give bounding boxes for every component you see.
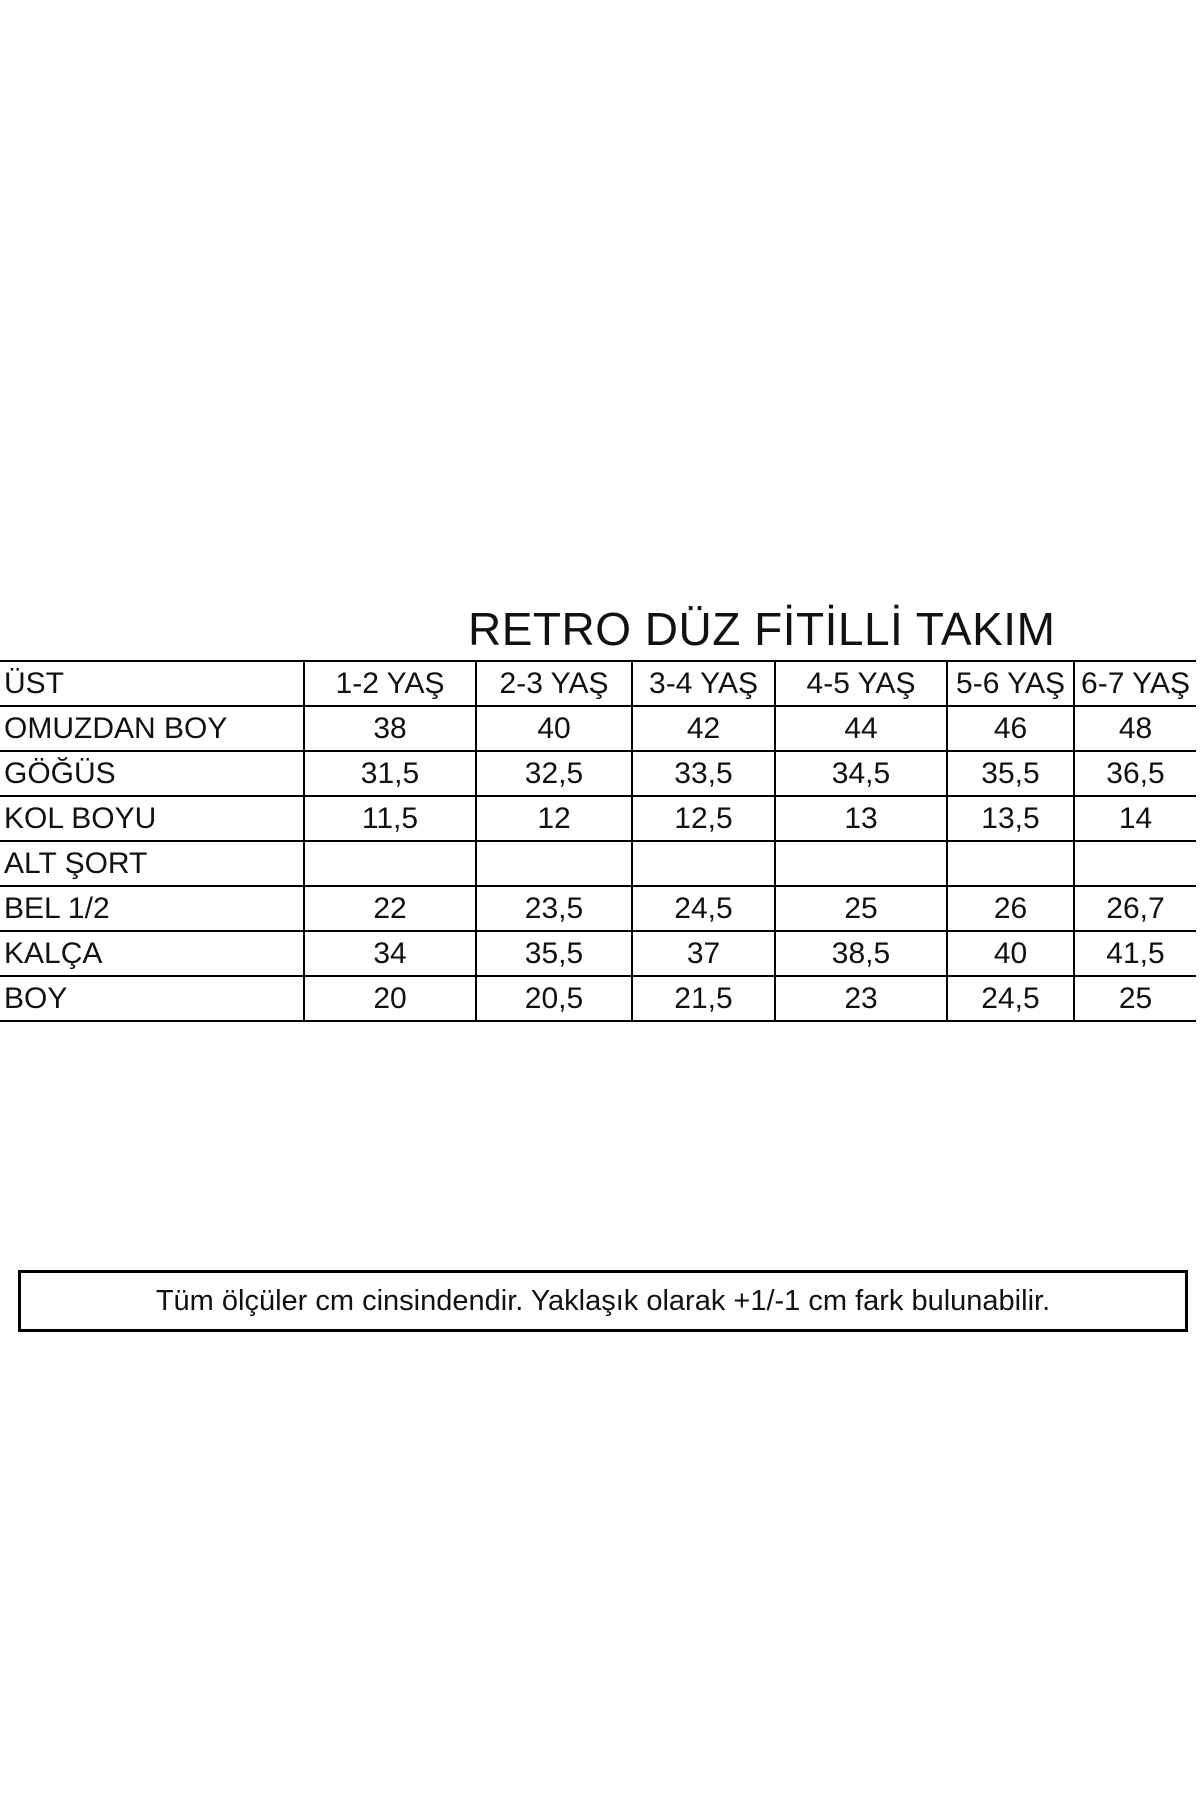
table-cell: 13,5	[947, 796, 1074, 841]
table-cell: 22	[304, 886, 476, 931]
table-cell: 33,5	[632, 751, 775, 796]
table-cell: 34	[304, 931, 476, 976]
table-section-row	[0, 841, 1196, 886]
row-label: OMUZDAN BOY	[0, 706, 304, 751]
table-row	[0, 751, 1196, 796]
table-cell: 37	[632, 931, 775, 976]
table-cell: 41,5	[1074, 931, 1196, 976]
size-header: 1-2 YAŞ	[304, 661, 476, 706]
table-cell: 44	[775, 706, 947, 751]
table-cell: 26	[947, 886, 1074, 931]
table-cell	[775, 841, 947, 886]
table-cell: 14	[1074, 796, 1196, 841]
table-row	[0, 706, 1196, 751]
table-cell: 24,5	[632, 886, 775, 931]
table-row	[0, 796, 1196, 841]
table-cell	[947, 841, 1074, 886]
row-label: BOY	[0, 976, 304, 1021]
table-cell: 32,5	[476, 751, 632, 796]
table-cell: 38,5	[775, 931, 947, 976]
table-header-row	[0, 661, 1196, 706]
section-label-top: ÜST	[0, 661, 304, 706]
row-label: BEL 1/2	[0, 886, 304, 931]
table-cell: 38	[304, 706, 476, 751]
size-header: 5-6 YAŞ	[947, 661, 1074, 706]
table-cell: 13	[775, 796, 947, 841]
table-cell: 12,5	[632, 796, 775, 841]
table-cell: 31,5	[304, 751, 476, 796]
row-label: KALÇA	[0, 931, 304, 976]
chart-title: RETRO DÜZ FİTİLLİ TAKIM	[468, 603, 1056, 655]
table-cell: 24,5	[947, 976, 1074, 1021]
table-cell: 35,5	[947, 751, 1074, 796]
measurement-note: Tüm ölçüler cm cinsindendir. Yaklaşık olarak +1/-1 cm fark bulunabilir.	[18, 1270, 1188, 1332]
table-cell: 40	[947, 931, 1074, 976]
table-cell: 12	[476, 796, 632, 841]
table-cell: 25	[775, 886, 947, 931]
size-header: 3-4 YAŞ	[632, 661, 775, 706]
table-cell: 21,5	[632, 976, 775, 1021]
size-header: 4-5 YAŞ	[775, 661, 947, 706]
table-cell: 48	[1074, 706, 1196, 751]
section-label-bottom: ALT ŞORT	[0, 841, 304, 886]
table-cell	[476, 841, 632, 886]
table-cell: 26,7	[1074, 886, 1196, 931]
table-row	[0, 886, 1196, 931]
table-cell	[304, 841, 476, 886]
table-cell: 36,5	[1074, 751, 1196, 796]
table-cell: 20	[304, 976, 476, 1021]
size-header: 2-3 YAŞ	[476, 661, 632, 706]
row-label: KOL BOYU	[0, 796, 304, 841]
table-cell: 23,5	[476, 886, 632, 931]
table-cell: 25	[1074, 976, 1196, 1021]
table-cell: 35,5	[476, 931, 632, 976]
table-cell	[1074, 841, 1196, 886]
table-cell: 11,5	[304, 796, 476, 841]
table-cell: 46	[947, 706, 1074, 751]
table-row	[0, 976, 1196, 1021]
table-cell: 40	[476, 706, 632, 751]
size-chart-table	[0, 660, 1196, 1022]
table-cell: 34,5	[775, 751, 947, 796]
table-cell: 23	[775, 976, 947, 1021]
table-cell: 42	[632, 706, 775, 751]
table-cell: 20,5	[476, 976, 632, 1021]
table-row	[0, 931, 1196, 976]
table-cell	[632, 841, 775, 886]
row-label: GÖĞÜS	[0, 751, 304, 796]
size-header: 6-7 YAŞ	[1074, 661, 1196, 706]
